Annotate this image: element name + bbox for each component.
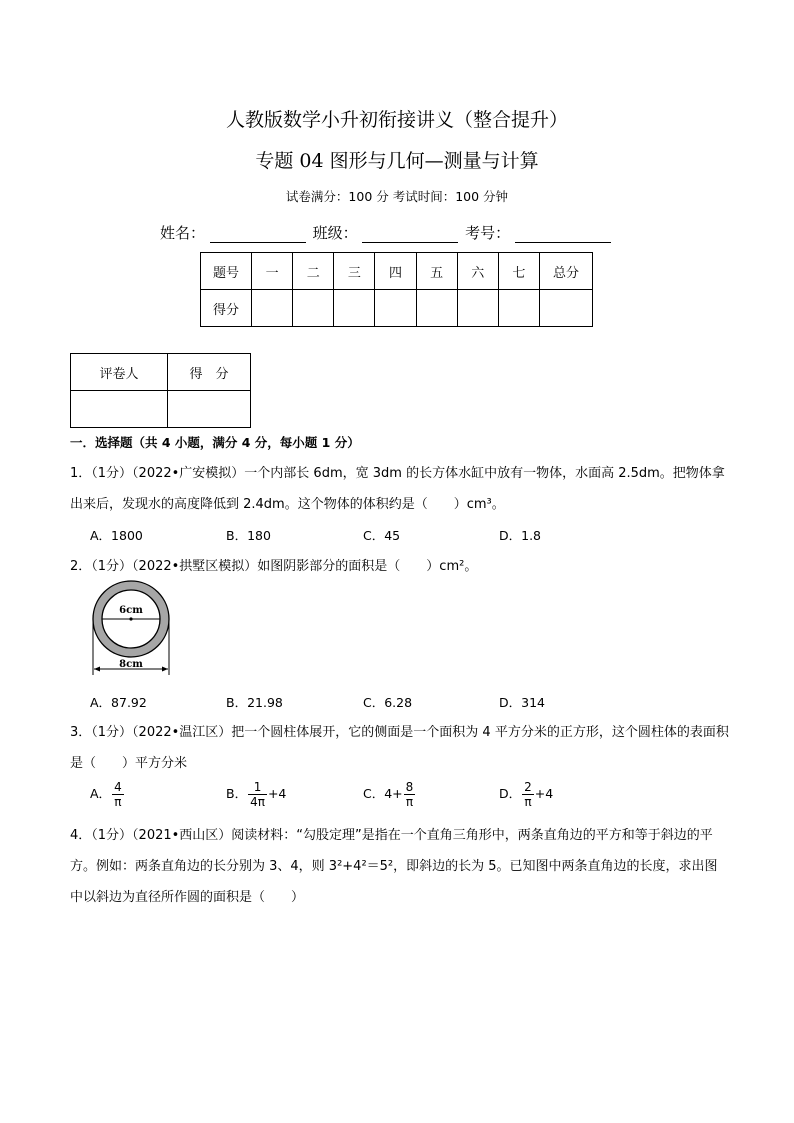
- score-header-cell: 六: [457, 253, 498, 290]
- option-c-prefix: C．: [363, 786, 385, 801]
- question-1: 1．（1分）（2022•广安模拟）一个内部长 6dm，宽 3dm 的长方体水缸中放有一物体，水面高 2.5dm。把物体拿出来后，发现水的高度降低到 2.4dm。这个物体的体积约是（ ）cm³。: [70, 466, 725, 512]
- score-header-cell: 一: [252, 253, 293, 290]
- option-b-suffix: +4: [267, 786, 287, 801]
- ring-figure: [84, 578, 182, 680]
- option-a-prefix: A．: [90, 786, 112, 801]
- score-header-cell: 总分: [540, 253, 593, 290]
- center-point: [129, 617, 132, 620]
- option-b[interactable]: B．21.98: [226, 695, 283, 710]
- question-4: 4．（1分）（2021•西山区）阅读材料：“勾股定理”是指在一个直角三角形中，两条直角边的平方和等于斜边的平方。例如：两条直角边的长分别为 3、4，则 3²+4²＝5²，即斜边的长为 5。已知图中两条直角边的长度，求出图中以斜边为直径所作圆的面积是（ ）: [70, 828, 718, 905]
- section-heading: 一．选择题（共 4 小题，满分 4 分，每小题 1 分）: [70, 435, 360, 450]
- score-header-cell: 五: [416, 253, 457, 290]
- option-b[interactable]: [226, 780, 286, 809]
- option-c[interactable]: C．6.28: [363, 695, 413, 710]
- score-cell[interactable]: [540, 290, 593, 327]
- option-d-prefix: D．: [499, 786, 522, 801]
- question-3: 3．（1分）（2022•温江区）把一个圆柱体展开，它的侧面是一个面积为 4 平方分米的正方形，这个圆柱体的表面积是（ ）平方分米: [70, 725, 729, 771]
- student-info-line: [160, 222, 613, 243]
- score-header-cell: 三: [334, 253, 375, 290]
- option-d[interactable]: D．314: [499, 695, 545, 710]
- denominator: 4π: [250, 795, 265, 809]
- option-b-prefix: B．: [226, 786, 248, 801]
- score-header-cell: 七: [498, 253, 539, 290]
- denominator: π: [524, 795, 532, 809]
- option-a[interactable]: A．1800: [90, 528, 143, 543]
- question-3-options: [90, 780, 730, 814]
- grade-cell[interactable]: [168, 391, 251, 428]
- option-b[interactable]: B．180: [226, 528, 271, 543]
- question-1-options: [90, 526, 730, 544]
- score-header-row: [201, 253, 593, 290]
- document-title: 人教版数学小升初衔接讲义（整合提升）: [225, 109, 568, 131]
- option-c-lead: 4+: [384, 786, 403, 801]
- numerator: 2: [524, 780, 532, 794]
- grade-label: 得 分: [168, 354, 251, 391]
- option-d-suffix: +4: [534, 786, 554, 801]
- denominator: π: [405, 795, 414, 809]
- option-d[interactable]: [499, 780, 553, 809]
- exam-info: 试卷满分：100 分 考试时间：100 分钟: [285, 189, 509, 204]
- score-cell[interactable]: [498, 290, 539, 327]
- fraction: [248, 780, 267, 809]
- option-a[interactable]: A．87.92: [90, 695, 147, 710]
- score-cell[interactable]: [293, 290, 334, 327]
- option-c[interactable]: C．45: [363, 528, 401, 543]
- left-arrowhead: [94, 667, 100, 672]
- id-label: 考号：: [465, 224, 511, 242]
- name-blank[interactable]: [210, 228, 306, 243]
- class-label: 班级：: [312, 224, 358, 242]
- score-value-row: [201, 290, 593, 327]
- score-cell[interactable]: [375, 290, 416, 327]
- option-c[interactable]: [363, 780, 416, 809]
- score-cell[interactable]: [416, 290, 457, 327]
- score-cell[interactable]: [334, 290, 375, 327]
- grader-table: [70, 353, 251, 428]
- numerator: 4: [114, 780, 122, 794]
- numerator: 1: [248, 780, 267, 795]
- numerator: 8: [405, 780, 414, 794]
- inner-diameter-label: 6cm: [119, 605, 143, 616]
- option-a[interactable]: [90, 780, 125, 809]
- score-table: [200, 252, 593, 327]
- fraction: [112, 780, 124, 809]
- class-blank[interactable]: [362, 228, 458, 243]
- score-cell[interactable]: [457, 290, 498, 327]
- question-2-options: [90, 693, 730, 711]
- right-arrowhead: [162, 667, 168, 672]
- option-d[interactable]: D．1.8: [499, 528, 542, 543]
- fraction: [522, 780, 534, 809]
- question-2: 2．（1分）（2022•拱墅区模拟）如图阴影部分的面积是（ ）cm²。: [70, 559, 478, 574]
- fraction: [404, 780, 416, 809]
- score-header-cell: 题号: [201, 253, 252, 290]
- name-label: 姓名：: [160, 224, 206, 242]
- reviewer-label: 评卷人: [71, 354, 168, 391]
- score-row-label: 得分: [201, 290, 252, 327]
- denominator: π: [114, 795, 122, 809]
- score-header-cell: 二: [293, 253, 334, 290]
- outer-diameter-label: 8cm: [119, 659, 143, 670]
- document-subtitle: 专题 04 图形与几何—测量与计算: [255, 150, 539, 172]
- score-header-cell: 四: [375, 253, 416, 290]
- reviewer-cell[interactable]: [71, 391, 168, 428]
- score-cell[interactable]: [252, 290, 293, 327]
- id-blank[interactable]: [515, 228, 611, 243]
